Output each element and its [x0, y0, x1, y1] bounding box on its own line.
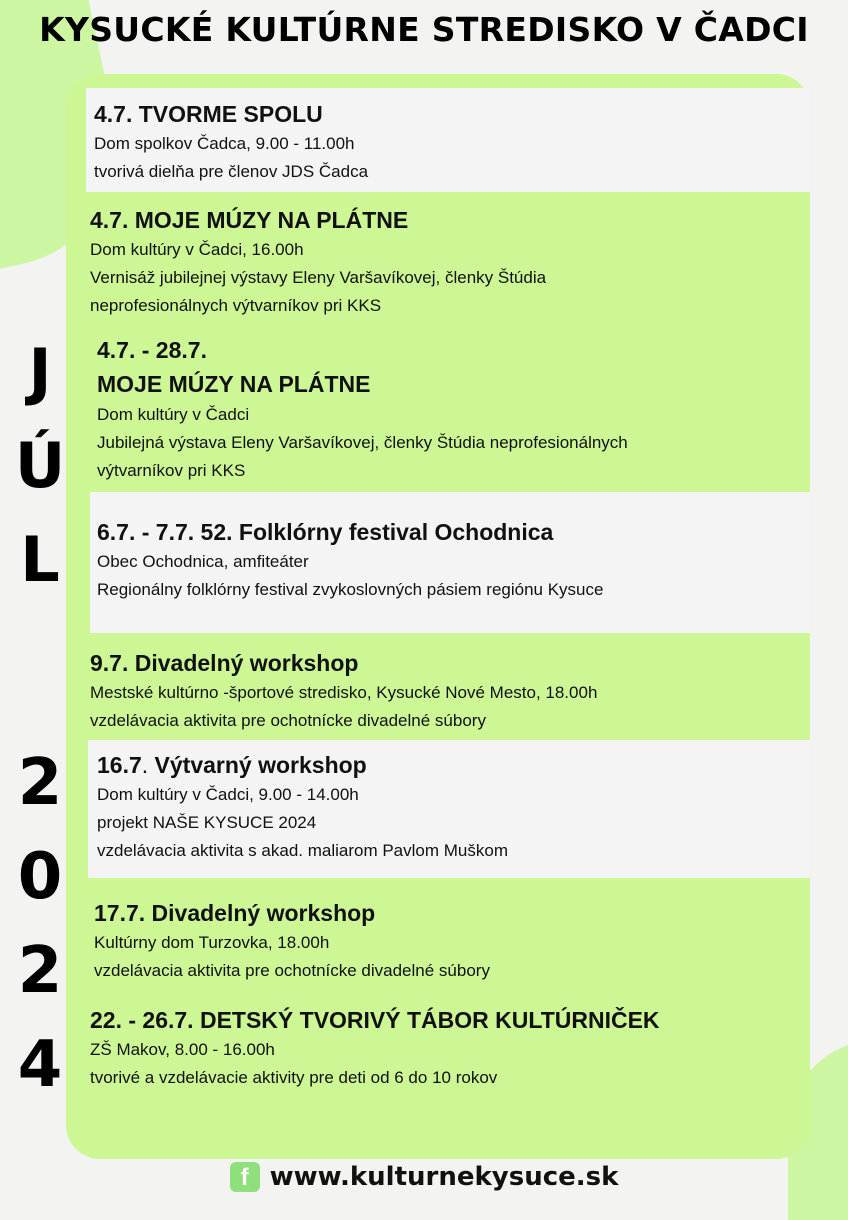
event-title-separator: .	[141, 752, 149, 778]
website-link[interactable]: www.kulturnekysuce.sk	[269, 1162, 619, 1192]
event-detail: Dom kultúry v Čadci	[97, 405, 250, 424]
event-card	[86, 895, 808, 987]
event-detail: neprofesionálnych výtvarníkov pri KKS	[90, 296, 382, 315]
event-card	[82, 202, 808, 326]
event-detail: Dom kultúry v Čadci, 16.00h	[90, 240, 304, 259]
event-detail: Mestské kultúrno -športové stredisko, Kysucké Nové Mesto, 18.00h	[90, 683, 598, 702]
footer	[0, 1160, 848, 1194]
event-title	[97, 750, 810, 781]
event-title: 9.7. Divadelný workshop	[90, 650, 359, 676]
event-detail: vzdelávacia aktivita pre ochotnícke divadelné súbory	[90, 711, 486, 730]
event-card	[88, 330, 808, 490]
year-digit: 0	[17, 840, 63, 914]
month-letter: Ú	[14, 429, 66, 502]
event-detail: tvorivé a vzdelávacie aktivity pre deti od 6 do 10 rokov	[90, 1068, 498, 1087]
event-card	[82, 1005, 808, 1101]
event-card	[86, 88, 810, 192]
event-detail: Kultúrny dom Turzovka, 18.00h	[94, 933, 330, 952]
event-title-date: 4.7. - 28.7.	[97, 337, 207, 363]
event-title: 4.7. MOJE MÚZY NA PLÁTNE	[90, 207, 409, 233]
event-title: 4.7. TVORME SPOLU	[94, 101, 323, 127]
event-title: 6.7. - 7.7. 52. Folklórny festival Ochodnica	[97, 519, 554, 545]
event-detail: Vernisáž jubilejnej výstavy Eleny Varšavíkovej, členky Štúdia	[90, 268, 547, 287]
event-detail: výtvarníkov pri KKS	[97, 461, 246, 480]
event-detail: Jubilejná výstava Eleny Varšavíkovej, členky Štúdia neprofesionálnych	[97, 433, 628, 452]
event-title-text: Výtvarný workshop	[148, 752, 367, 778]
year-digit: 2	[17, 746, 63, 820]
event-card	[82, 645, 808, 737]
event-card	[88, 740, 810, 878]
event-detail: Dom spolkov Čadca, 9.00 - 11.00h	[94, 134, 355, 153]
event-detail: vzdelávacia aktivita s akad. maliarom Pavlom Muškom	[97, 841, 508, 860]
year-digit: 4	[17, 1028, 63, 1102]
facebook-icon[interactable]: f	[230, 1162, 260, 1192]
month-vertical-label	[0, 325, 80, 607]
event-title-date: 16.7	[97, 752, 142, 778]
month-letter: J	[28, 335, 52, 408]
event-detail: ZŠ Makov, 8.00 - 16.00h	[90, 1040, 275, 1059]
event-detail: projekt NAŠE KYSUCE 2024	[97, 813, 317, 832]
month-letter: L	[20, 523, 60, 596]
page-title: KYSUCKÉ KULTÚRNE STREDISKO V ČADCI	[39, 10, 809, 49]
year-vertical-label	[0, 736, 80, 1112]
event-title: 17.7. Divadelný workshop	[94, 900, 376, 926]
event-card	[90, 492, 810, 633]
event-detail: vzdelávacia aktivita pre ochotnícke divadelné súbory	[94, 961, 490, 980]
year-digit: 2	[17, 934, 63, 1008]
event-detail: Regionálny folklórny festival zvykoslovných pásiem regiónu Kysuce	[97, 580, 604, 599]
event-title: MOJE MÚZY NA PLÁTNE	[97, 371, 371, 397]
event-detail: tvorivá dielňa pre členov JDS Čadca	[94, 162, 369, 181]
event-title: 22. - 26.7. DETSKÝ TVORIVÝ TÁBOR KULTÚRNIČEK	[90, 1007, 660, 1033]
event-detail: Dom kultúry v Čadci, 9.00 - 14.00h	[97, 785, 359, 804]
event-detail: Obec Ochodnica, amfiteáter	[97, 552, 309, 571]
